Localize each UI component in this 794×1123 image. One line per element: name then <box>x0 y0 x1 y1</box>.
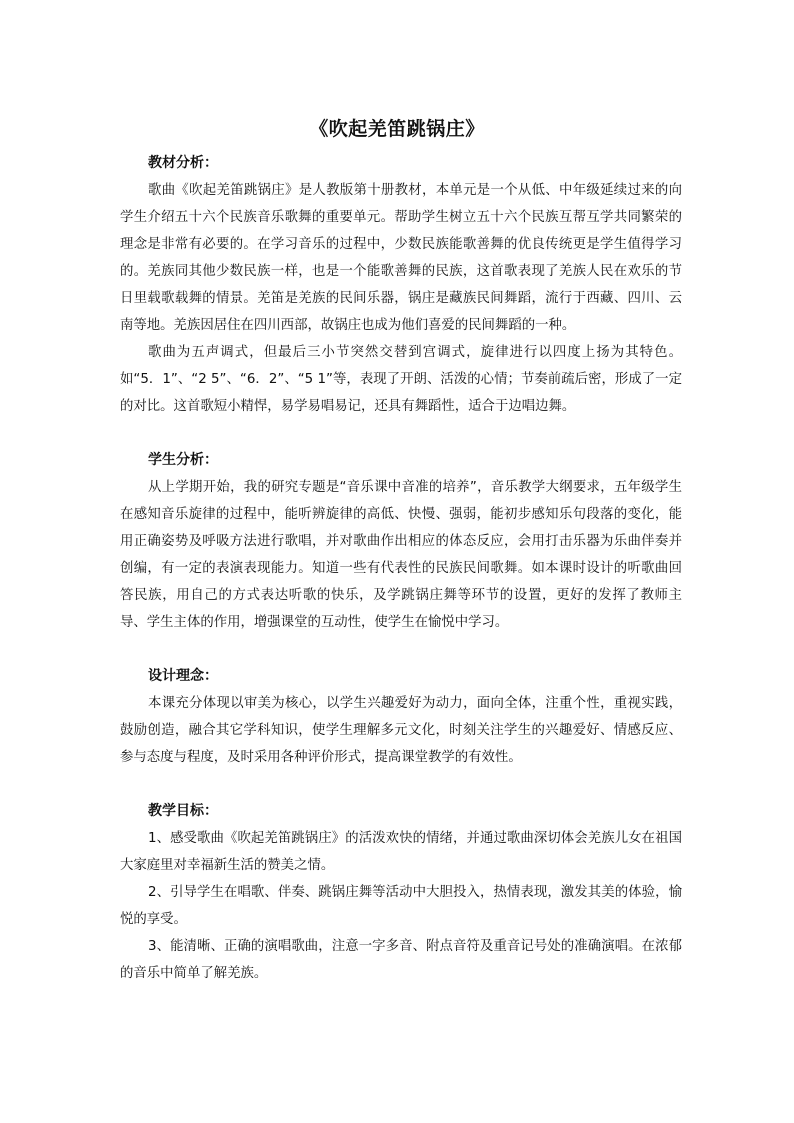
paragraph: 歌曲为五声调式，但最后三小节突然交替到宫调式，旋律进行以四度上扬为其特色。如“5．1”、“2 5”、“6．2”、“5 1”等，表现了开朗、活泼的心情；节奏前疏后密，形成了一定的对比。这首歌短小精悍，易学易唱易记，还具有舞蹈性，适合于边唱边舞。 <box>120 345 682 414</box>
objective-item: 2、引导学生在唱歌、伴奏、跳锅庄舞等活动中大胆投入，热情表现，激发其美的体验，愉悦的享受。 <box>120 885 682 927</box>
section-spacer <box>120 636 682 663</box>
section-student-analysis <box>120 447 682 636</box>
section-spacer <box>120 420 682 447</box>
section-teaching-objectives <box>120 798 682 987</box>
objective-item: 1、感受歌曲《吹起羌笛跳锅庄》的活泼欢快的情绪，并通过歌曲深切体会羌族儿女在祖国大家庭里对幸福新生活的赞美之情。 <box>120 831 682 873</box>
paragraph: 歌曲《吹起羌笛跳锅庄》是人教版第十册教材，本单元是一个从低、中年级延续过来的向学生介绍五十六个民族音乐歌舞的重要单元。帮助学生树立五十六个民族互帮互学共同繁荣的理念是非常有必要的。在学习音乐的过程中，少数民族能歌善舞的优良传统更是学生值得学习的。羌族同其他少数民族一样，也是一个能歌善舞的民族，这首歌表现了羌族人民在欢乐的节日里载歌载舞的情景。羌笛是羌族的民间乐器，锅庄是藏族民间舞蹈，流行于西藏、四川、云南等地。羌族因居住在四川西部，故锅庄也成为他们喜爱的民间舞蹈的一种。 <box>120 183 682 333</box>
document-body <box>120 150 682 987</box>
paragraph: 本课充分体现以审美为核心，以学生兴趣爱好为动力，面向全体，注重个性，重视实践，鼓励创造，融合其它学科知识，使学生理解多元文化，时刻关注学生的兴趣爱好、情感反应、参与态度与程度，及时采用各种评价形式，提高课堂教学的有效性。 <box>120 696 682 765</box>
section-heading: 教学目标： <box>148 803 218 819</box>
section-design-concept <box>120 663 682 771</box>
section-heading: 教材分析： <box>148 155 218 171</box>
section-spacer <box>120 771 682 798</box>
paragraph: 从上学期开始，我的研究专题是“音乐课中音准的培养”，音乐教学大纲要求，五年级学生在感知音乐旋律的过程中，能听辨旋律的高低、快慢、强弱，能初步感知乐句段落的变化，能用正确姿势及呼吸方法进行歌唱，并对歌曲作出相应的体态反应，会用打击乐器为乐曲伴奏并创编，有一定的表演表现能力。知道一些有代表性的民族民间歌舞。如本课时设计的听歌曲回答民族，用自己的方式表达听歌的快乐，及学跳锅庄舞等环节的设置，更好的发挥了教师主导、学生主体的作用，增强课堂的互动性，使学生在愉悦中学习。 <box>120 480 682 630</box>
section-teaching-material-analysis <box>120 150 682 420</box>
section-heading: 学生分析： <box>148 452 218 468</box>
document-title: 《吹起羌笛跳锅庄》 <box>309 117 485 140</box>
section-heading: 设计理念： <box>148 668 218 684</box>
objective-item: 3、能清晰、正确的演唱歌曲，注意一字多音、附点音符及重音记号处的准确演唱。在浓郁的音乐中简单了解羌族。 <box>120 939 682 981</box>
